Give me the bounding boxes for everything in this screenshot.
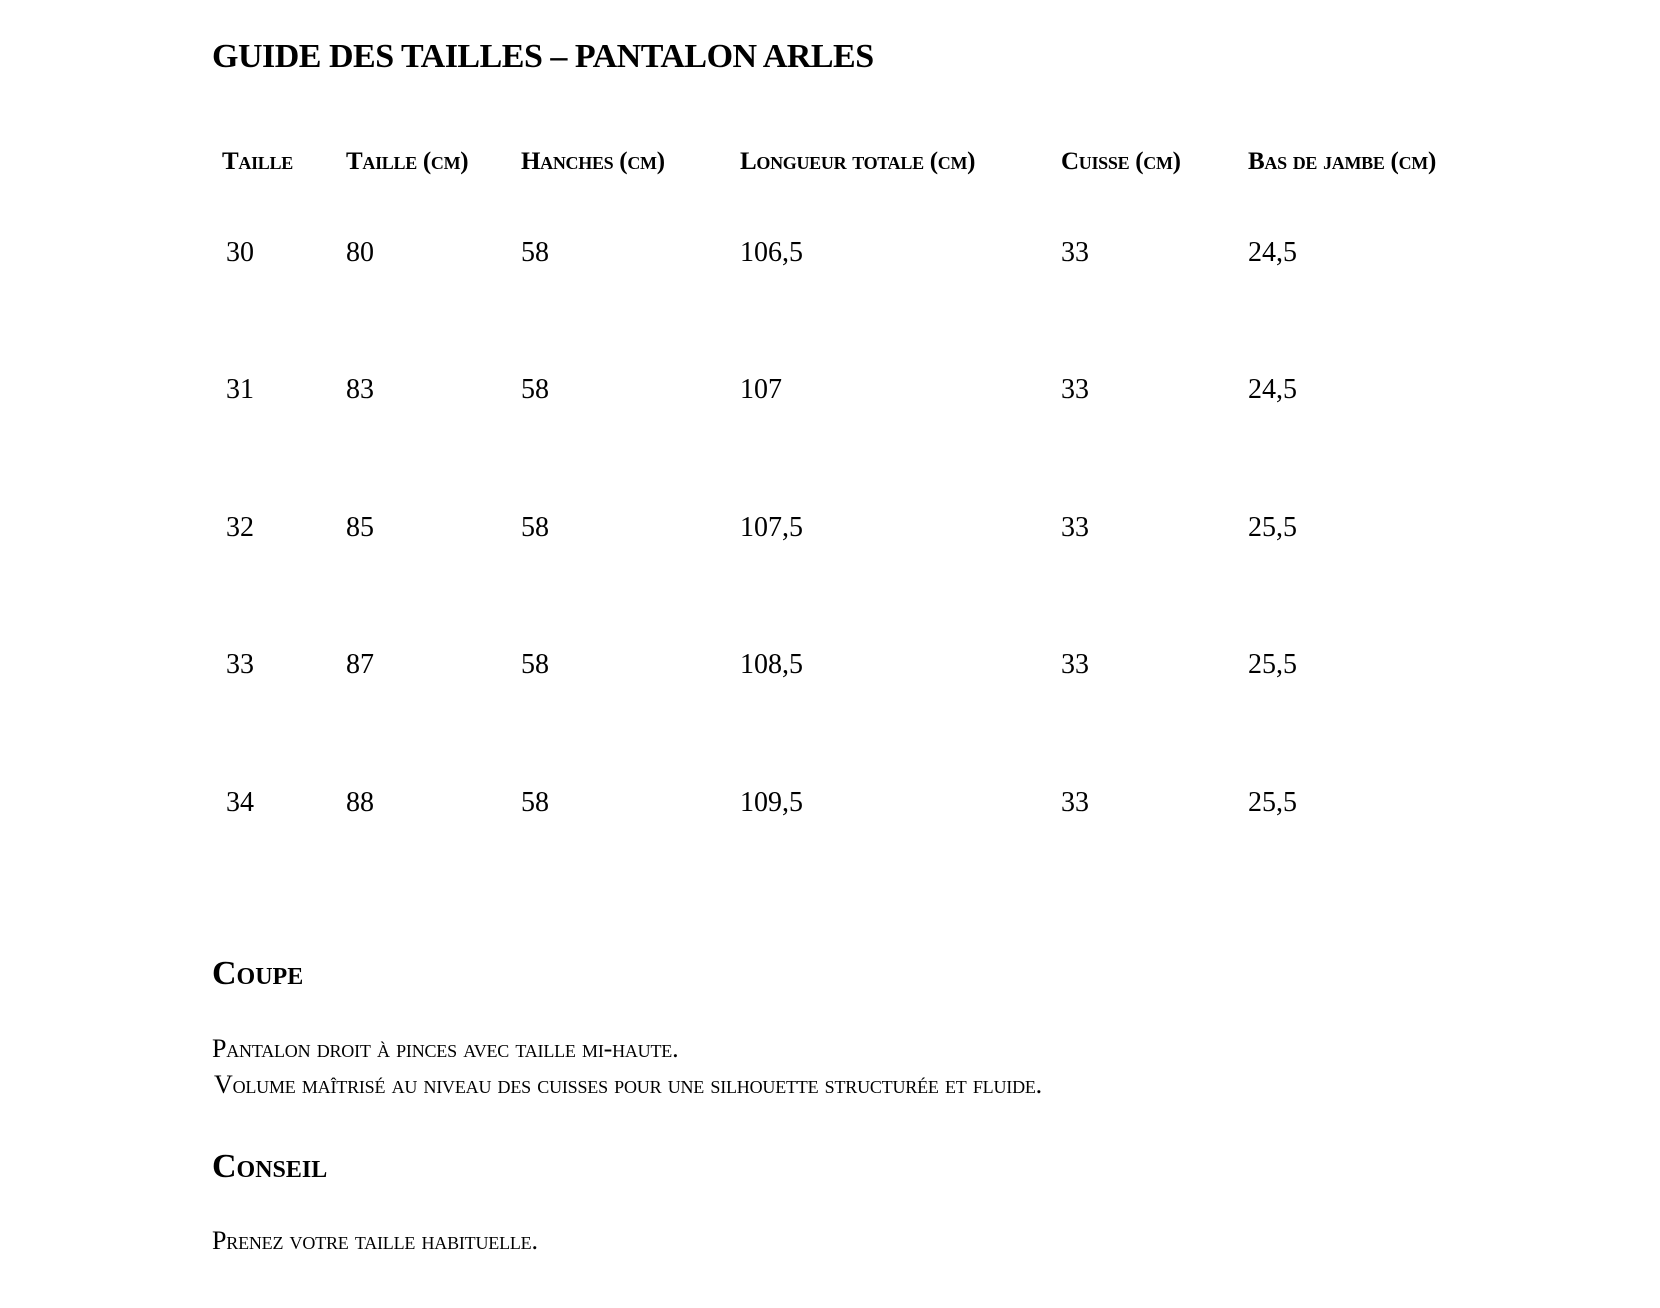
cell-hips-cm: 58 <box>521 649 549 681</box>
cell-hips-cm: 58 <box>521 511 549 543</box>
table-row <box>212 459 1488 597</box>
fit-description-line: Volume maîtrisé au niveau des cuisses pour une silhouette structurée et fluide. <box>214 1070 1042 1099</box>
cell-thigh-cm: 33 <box>1061 511 1089 543</box>
cell-leg-opening-cm: 24,5 <box>1248 374 1297 406</box>
cell-leg-opening-cm: 24,5 <box>1248 236 1297 268</box>
cell-size: 31 <box>226 374 254 406</box>
cell-size: 32 <box>226 511 254 543</box>
table-row <box>212 184 1488 322</box>
cell-waist-cm: 85 <box>346 511 374 543</box>
cell-size: 33 <box>226 649 254 681</box>
table-row <box>212 734 1488 872</box>
cell-thigh-cm: 33 <box>1061 649 1089 681</box>
table-row <box>212 322 1488 460</box>
cell-total-length-cm: 106,5 <box>740 236 803 268</box>
size-guide-table <box>212 140 1488 872</box>
column-header-total-length-cm: Longueur totale (cm) <box>740 148 976 175</box>
column-header-waist-cm: Taille (cm) <box>346 148 469 175</box>
cell-total-length-cm: 107,5 <box>740 511 803 543</box>
cell-hips-cm: 58 <box>521 374 549 406</box>
cell-waist-cm: 88 <box>346 786 374 818</box>
cell-total-length-cm: 107 <box>740 374 782 406</box>
cell-size: 30 <box>226 236 254 268</box>
page-title: GUIDE DES TAILLES – PANTALON ARLES <box>212 38 874 75</box>
fit-description-line: Pantalon droit à pinces avec taille mi-haute. <box>212 1034 679 1063</box>
cell-hips-cm: 58 <box>521 236 549 268</box>
cell-waist-cm: 83 <box>346 374 374 406</box>
cell-thigh-cm: 33 <box>1061 236 1089 268</box>
column-header-size: Taille <box>222 148 293 175</box>
cell-waist-cm: 80 <box>346 236 374 268</box>
cell-thigh-cm: 33 <box>1061 786 1089 818</box>
cell-hips-cm: 58 <box>521 786 549 818</box>
size-table-body <box>212 184 1488 872</box>
table-row <box>212 597 1488 735</box>
section-heading-fit: Coupe <box>212 955 304 992</box>
cell-size: 34 <box>226 786 254 818</box>
header-row <box>212 140 1488 184</box>
section-heading-advice: Conseil <box>212 1148 328 1185</box>
column-header-thigh-cm: Cuisse (cm) <box>1061 148 1181 175</box>
cell-total-length-cm: 109,5 <box>740 786 803 818</box>
cell-total-length-cm: 108,5 <box>740 649 803 681</box>
cell-leg-opening-cm: 25,5 <box>1248 786 1297 818</box>
column-header-leg-opening-cm: Bas de jambe (cm) <box>1248 148 1436 175</box>
cell-waist-cm: 87 <box>346 649 374 681</box>
cell-thigh-cm: 33 <box>1061 374 1089 406</box>
size-table-header <box>212 140 1488 184</box>
cell-leg-opening-cm: 25,5 <box>1248 511 1297 543</box>
cell-leg-opening-cm: 25,5 <box>1248 649 1297 681</box>
advice-text: Prenez votre taille habituelle. <box>212 1226 538 1255</box>
column-header-hips-cm: Hanches (cm) <box>521 148 665 175</box>
